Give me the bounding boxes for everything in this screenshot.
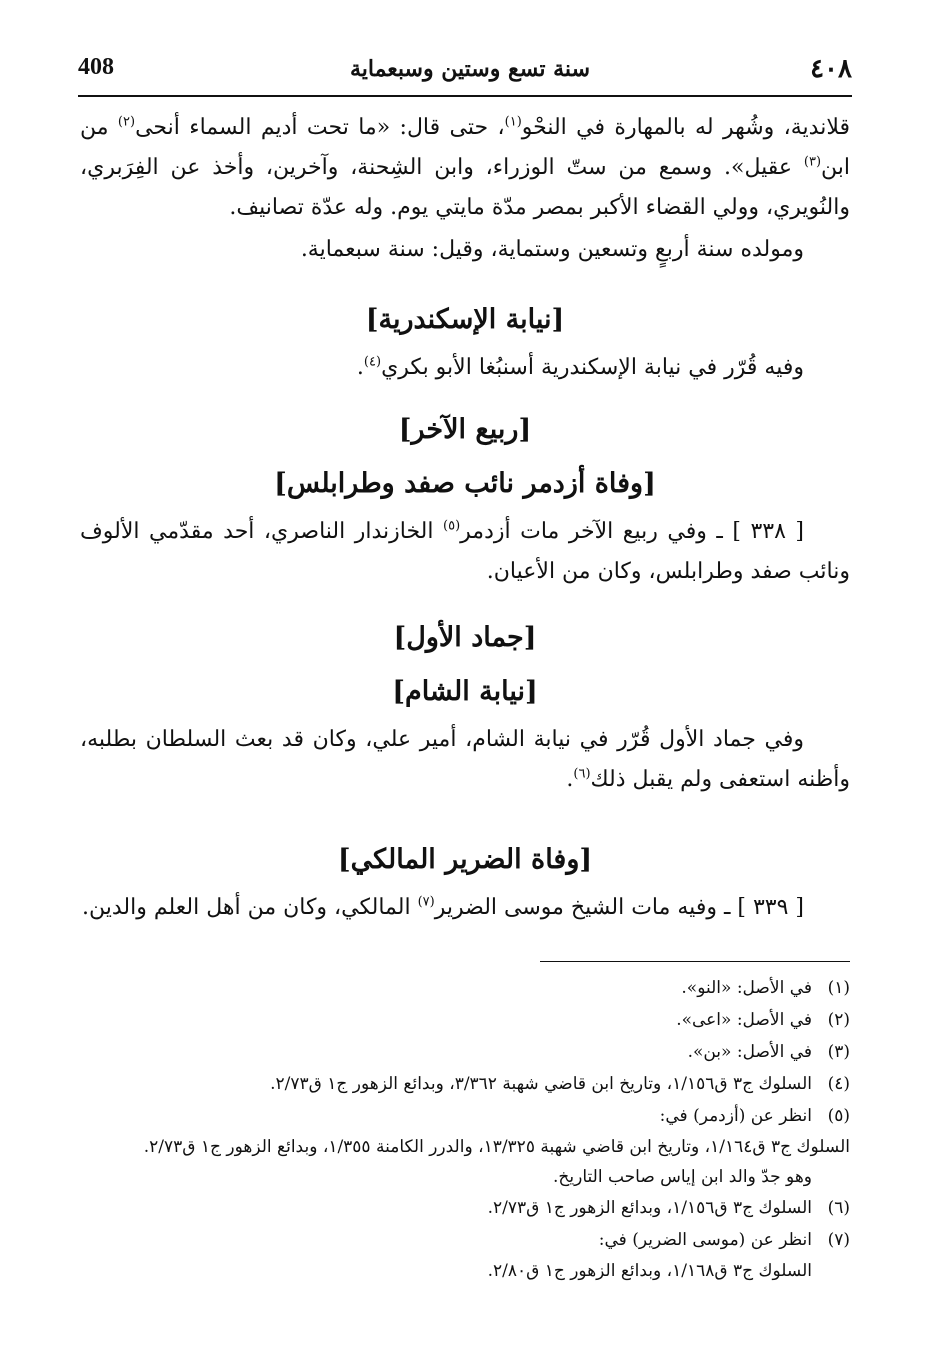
para4-rest: الخازندار الناصري، أحد مقدّمي الألوف ونائب صفد وطرابلس، وكان من الأعيان.: [80, 519, 850, 584]
footnote-7-sources: [80, 1256, 850, 1286]
para3-text: وفيه قُرّر في نيابة الإسكندرية أسنبُغا الأبو بكري: [381, 355, 804, 380]
para3-end: .: [356, 355, 364, 380]
footnote-text: في الأصل: «اعى».: [676, 1010, 812, 1030]
footnote-2: [80, 1004, 850, 1036]
footnote-number: (٢): [827, 1010, 850, 1030]
paragraph-3: [80, 348, 850, 388]
para1-text-c: من ابن: [80, 115, 850, 180]
section-heading-rabi-akhir: [ربيع الآخر]: [398, 414, 532, 445]
footnote-7: [80, 1224, 850, 1256]
para1-text-a: قلاندية، وشُهر له بالمهارة في النحْو: [521, 115, 850, 140]
para6-rest: المالكي، وكان من أهل العلم والدين.: [82, 895, 418, 920]
section-heading-sham: [نيابة الشام]: [392, 676, 538, 707]
paragraph-6: [80, 888, 850, 928]
paragraph-5: [80, 720, 850, 800]
footnote-number: (٤): [827, 1074, 850, 1094]
footnote-ref-5: (٥): [443, 518, 461, 534]
para4-text: [ ٣٣٨ ] ـ وفي ربيع الآخر مات أزدمر: [460, 519, 804, 544]
page-number-latin: 408: [78, 54, 114, 80]
paragraph-1: [80, 108, 850, 228]
footnote-number: (١): [827, 978, 850, 998]
footnote-separator: [540, 961, 850, 962]
footnotes: [80, 972, 850, 1286]
footnote-6: [80, 1192, 850, 1224]
para1-text-b: ، حتى قال: «ما تحت أديم السماء أنحى: [135, 115, 505, 140]
footnote-1: [80, 972, 850, 1004]
footnote-ref-2: (٢): [117, 114, 136, 130]
main-text: [80, 108, 850, 928]
footnote-ref-3: (٣): [803, 154, 822, 170]
footnote-text: انظر عن (موسى الضرير) في:: [598, 1230, 812, 1250]
footnote-ref-7: (٧): [417, 894, 435, 910]
footnote-5-sources: [80, 1132, 850, 1162]
footnote-text: السلوك ج٣ ق١/١٥٦، وتاريخ ابن قاضي شهبة ٣/٣٦٢، وبدائع الزهور ج١ ق٢/٧٣.: [270, 1074, 812, 1094]
para5-text: وفي جماد الأول قُرّر في نيابة الشام، أمير علي، وكان قد بعث السلطان بطلبه، وأظنه استعفى ولم يقبل ذلك: [80, 727, 850, 792]
footnote-text: السلوك ج٣ ق١/١٦٨، وبدائع الزهور ج١ ق٢/٨٠.: [487, 1261, 812, 1281]
footnote-number: (٧): [827, 1230, 850, 1250]
footnote-4: [80, 1068, 850, 1100]
footnote-ref-6: (٦): [573, 766, 591, 782]
footnote-text: في الأصل: «بن».: [687, 1042, 812, 1062]
footnote-ref-4: (٤): [363, 354, 382, 370]
section-heading-darir: [وفاة الضرير المالكي]: [337, 844, 593, 875]
footnote-text: وهو جدّ والد ابن إياس صاحب التاريخ.: [553, 1167, 812, 1187]
section-heading-jumada-awwal: [جماد الأول]: [393, 622, 537, 653]
header-rule: [78, 95, 852, 97]
footnote-5: [80, 1100, 850, 1132]
footnote-text: السلوك ج٣ ق١/١٥٦، وبدائع الزهور ج١ ق٢/٧٣.: [487, 1198, 812, 1218]
paragraph-2: ومولده سنة أربعٍ وتسعين وستماية، وقيل: سنة سبعماية.: [300, 237, 804, 262]
section-heading-alexandria: [نيابة الإسكندرية]: [365, 304, 565, 335]
footnote-text: في الأصل: «النو».: [681, 978, 812, 998]
footnote-number: (٥): [827, 1106, 850, 1126]
footnote-number: (٦): [827, 1198, 850, 1218]
footnote-5-note: [80, 1162, 850, 1192]
para5-end: .: [566, 767, 574, 792]
footnote-ref-1: (١): [504, 114, 522, 130]
footnote-3: [80, 1036, 850, 1068]
footnote-text: انظر عن (أزدمر) في:: [659, 1106, 812, 1126]
running-header-title: سنة تسع وستين وسبعماية: [349, 56, 591, 82]
paragraph-4: [80, 512, 850, 592]
page-number-arabic: ٤٠٨: [810, 54, 852, 84]
section-heading-azdamur: [وفاة أزدمر نائب صفد وطرابلس]: [274, 468, 656, 499]
footnote-text: السلوك ج٣ ق١/١٦٤، وتاريخ ابن قاضي شهبة ١٣/٣٢٥، والدرر الكامنة ١/٣٥٥، وبدائع الزهور ج١ ق٢/٧٣.: [143, 1137, 850, 1157]
para6-text: [ ٣٣٩ ] ـ وفيه مات الشيخ موسى الضرير: [434, 895, 804, 920]
footnote-number: (٣): [827, 1042, 850, 1062]
para1-text-d: عقيل». وسمع من ستّ الوزراء، وابن الشِحنة، وآخرين، وأخذ عن الفِرَبري، والنُويري، وولي القضاء الأكبر بمصر مدّة مايتي يوم. وله عدّة تصانيف.: [80, 155, 850, 220]
